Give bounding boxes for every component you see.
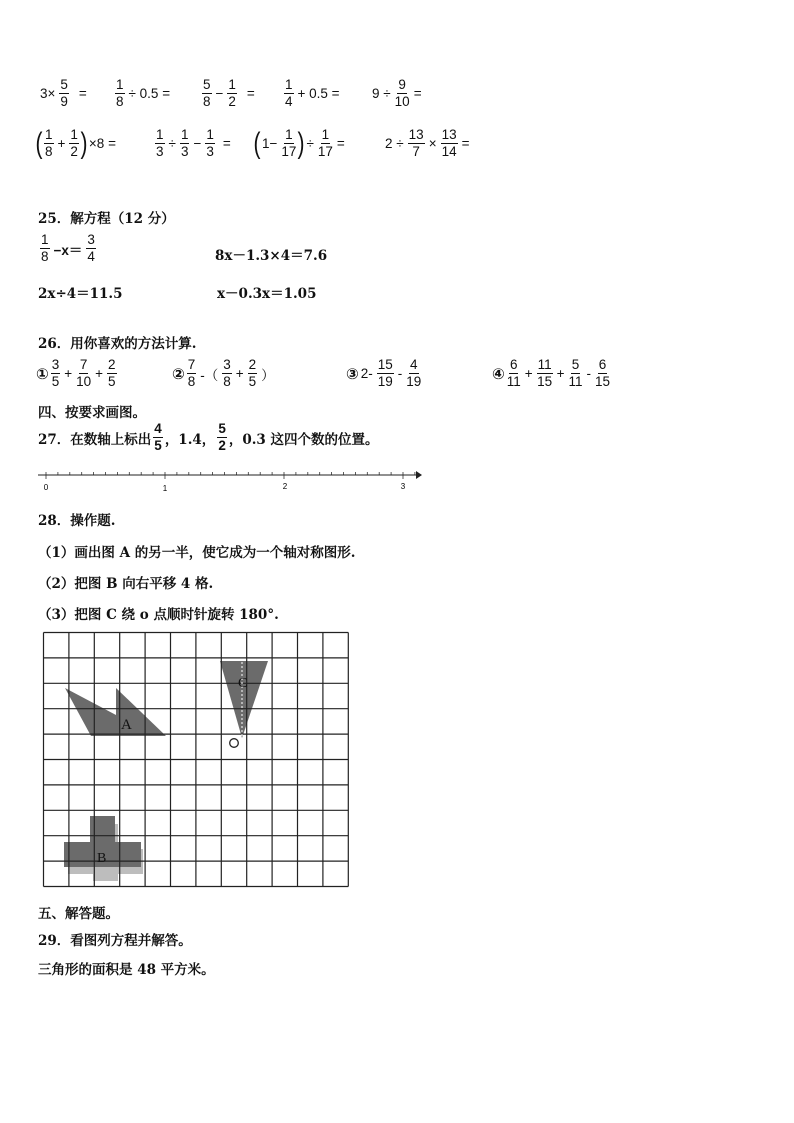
numerator: 1	[115, 78, 125, 94]
numerator: 7	[187, 358, 197, 374]
numerator: 13	[408, 128, 425, 144]
q27-text: 27．在数轴上标出	[38, 431, 152, 448]
numerator: 1	[180, 128, 190, 144]
q26-part4	[492, 358, 612, 389]
calc-text: =	[413, 86, 422, 102]
axis-label-1: 1	[162, 484, 168, 493]
shape-c-label: C	[238, 676, 248, 691]
fraction	[153, 422, 163, 453]
circled-number: ③	[346, 364, 359, 383]
denominator: 8	[203, 94, 211, 110]
calc-text: + 0.5 =	[297, 86, 340, 102]
calc-text: −	[215, 86, 224, 102]
denominator: 10	[394, 94, 410, 110]
calc-text: =	[78, 86, 87, 102]
calc-text: +	[556, 366, 565, 382]
calc-expr-2	[113, 78, 172, 109]
calc-text: -	[397, 366, 403, 382]
denominator: 11	[568, 374, 583, 390]
circled-number: ④	[492, 364, 505, 383]
calc-expr-6	[36, 128, 118, 159]
denominator: 17	[281, 144, 297, 160]
denominator: 8	[187, 374, 196, 390]
calc-expr-5	[370, 78, 424, 109]
q25-eq2: 8x－1.3×4＝7.6	[215, 248, 328, 264]
calc-text: =	[461, 136, 470, 152]
fraction	[69, 128, 79, 159]
numerator: 7	[79, 358, 89, 374]
q28-title: 28．操作题.	[38, 513, 116, 529]
calc-text: +	[95, 366, 104, 382]
numerator: 6	[509, 358, 519, 374]
fraction	[155, 128, 165, 159]
denominator: 15	[595, 374, 611, 390]
calc-text: +	[524, 366, 533, 382]
numerator: 1	[69, 128, 79, 144]
axis-label-3: 3	[400, 482, 406, 491]
numerator: 9	[397, 78, 407, 94]
denominator: 8	[116, 94, 124, 110]
calc-text: =	[222, 136, 231, 152]
denominator: 2	[218, 438, 226, 454]
denominator: 4	[87, 249, 95, 265]
numerator: 4	[409, 358, 419, 374]
calc-text: 3×	[40, 86, 56, 102]
q25-eq3: 2x÷4＝11.5	[38, 286, 123, 302]
calc-expr-1	[38, 78, 89, 109]
numerator: 3	[51, 358, 61, 374]
fraction	[180, 128, 190, 159]
q27-text: ，0.3 这四个数的位置。	[228, 431, 379, 448]
circled-number: ①	[36, 364, 49, 383]
q29-title: 29．看图列方程并解答。	[38, 933, 192, 949]
denominator: 11	[506, 374, 521, 390]
q27-text: ，1.4，	[164, 431, 216, 448]
section-5-heading: 五、解答题。	[38, 906, 119, 922]
right-paren: )	[80, 126, 88, 160]
numerator: 5	[571, 358, 581, 374]
numerator: 1	[227, 78, 237, 94]
numerator: 1	[321, 128, 331, 144]
denominator: 8	[41, 249, 49, 265]
numerator: 5	[59, 78, 69, 94]
calc-text: 2-	[360, 366, 373, 382]
numerator: 4	[153, 422, 163, 438]
fraction	[318, 128, 333, 159]
fraction	[115, 78, 125, 109]
denominator: 15	[537, 374, 553, 390]
fraction	[187, 358, 197, 389]
q27-prompt	[38, 422, 379, 453]
numerator: 5	[202, 78, 212, 94]
shape-b-label: B	[97, 851, 107, 866]
fraction	[595, 358, 610, 389]
numerator: 3	[222, 358, 232, 374]
calc-expr-4	[282, 78, 342, 109]
q26-part2	[172, 358, 277, 389]
fraction	[408, 128, 425, 159]
calc-text: -（	[200, 367, 219, 383]
shape-a-label: A	[121, 717, 132, 733]
numerator: 6	[598, 358, 608, 374]
denominator: 19	[406, 374, 422, 390]
numerator: 1	[40, 233, 50, 249]
q25-eq1	[38, 233, 98, 264]
number-line	[36, 466, 426, 496]
denominator: 7	[412, 144, 420, 160]
denominator: 10	[76, 374, 92, 390]
numerator: 1	[205, 128, 215, 144]
axis-label-2: 2	[282, 482, 288, 491]
fraction	[537, 358, 553, 389]
denominator: 3	[156, 144, 164, 160]
calc-text: −	[193, 136, 202, 152]
calc-text: =	[336, 136, 345, 152]
rotation-point-o	[230, 739, 239, 748]
calc-expr-7	[153, 128, 233, 159]
numerator: 2	[248, 358, 258, 374]
denominator: 3	[180, 144, 189, 160]
numerator: 5	[217, 422, 227, 438]
shape-c	[220, 661, 268, 738]
calc-text: 9 ÷	[372, 86, 391, 102]
denominator: 19	[377, 374, 393, 390]
calc-text: +	[235, 366, 244, 382]
fraction	[59, 78, 69, 109]
fraction	[40, 233, 50, 264]
circled-number: ②	[172, 364, 185, 383]
denominator: 17	[317, 144, 333, 160]
q28-instruction-3: （3）把图 C 绕 o 点顺时针旋转 180°.	[38, 607, 279, 623]
denominator: 5	[108, 374, 116, 390]
calc-expr-9	[383, 128, 472, 159]
fraction	[217, 422, 227, 453]
denominator: 2	[70, 144, 78, 160]
fraction	[441, 128, 458, 159]
numerator: 1	[284, 128, 294, 144]
numerator: 15	[377, 358, 394, 374]
denominator: 5	[154, 438, 162, 454]
fraction	[76, 358, 91, 389]
calc-text: =	[246, 86, 255, 102]
left-paren: (	[35, 126, 43, 160]
calc-text: +	[64, 366, 73, 382]
calc-text: 2 ÷	[385, 136, 404, 152]
numerator: 1	[44, 128, 54, 144]
fraction	[44, 128, 54, 159]
numerator: 3	[86, 233, 96, 249]
fraction	[202, 78, 212, 109]
denominator: 14	[441, 144, 457, 160]
fraction	[248, 358, 258, 389]
number-line-arrow	[416, 471, 422, 479]
fraction	[284, 78, 294, 109]
axis-label-0: 0	[43, 483, 49, 492]
shape-a	[65, 688, 166, 736]
calc-text: ÷	[306, 136, 314, 152]
q26-part1	[36, 358, 119, 389]
q25-eq4: x－0.3x＝1.05	[217, 286, 317, 302]
calc-expr-3	[200, 78, 257, 109]
fraction	[51, 358, 61, 389]
denominator: 2	[228, 94, 236, 110]
fraction	[507, 358, 521, 389]
denominator: 5	[51, 374, 60, 390]
calc-text: -	[586, 366, 592, 382]
calc-text: ）	[261, 367, 275, 383]
grid-figure	[40, 630, 355, 896]
fraction	[227, 78, 237, 109]
denominator: 5	[248, 374, 257, 390]
numerator: 11	[537, 358, 553, 374]
fraction	[406, 358, 421, 389]
fraction	[205, 128, 215, 159]
denominator: 8	[223, 374, 231, 390]
fraction	[107, 358, 117, 389]
denominator: 8	[45, 144, 53, 160]
calc-text: ÷ 0.5 =	[128, 86, 171, 102]
numerator: 2	[107, 358, 117, 374]
right-paren: )	[297, 126, 305, 160]
q28-instruction-2: （2）把图 B 向右平移 4 格.	[38, 576, 214, 592]
denominator: 9	[60, 94, 68, 110]
fraction	[86, 233, 96, 264]
q26-part3	[346, 358, 423, 389]
calc-text: ×	[428, 136, 437, 152]
q29-text: 三角形的面积是 48 平方米。	[38, 962, 215, 978]
calc-text: −x＝	[53, 242, 83, 258]
denominator: 4	[285, 94, 293, 110]
q26-title: 26．用你喜欢的方法计算.	[38, 336, 197, 352]
q28-instruction-1: （1）画出图 A 的另一半，使它成为一个轴对称图形.	[38, 545, 356, 561]
denominator: 3	[206, 144, 214, 160]
section-4-heading: 四、按要求画图。	[38, 405, 146, 421]
fraction	[377, 358, 394, 389]
fraction	[569, 358, 583, 389]
fraction	[222, 358, 232, 389]
calc-expr-8	[254, 128, 347, 159]
left-paren: (	[253, 126, 261, 160]
fraction	[281, 128, 296, 159]
numerator: 1	[284, 78, 294, 94]
calc-text: ×8 =	[88, 136, 116, 152]
q25-title: 25．解方程（12 分）	[38, 211, 175, 227]
numerator: 1	[155, 128, 165, 144]
numerator: 13	[441, 128, 458, 144]
calc-text: ÷	[168, 136, 176, 152]
fraction	[395, 78, 410, 109]
calc-text: +	[57, 136, 66, 152]
calc-text: 1−	[262, 136, 278, 152]
